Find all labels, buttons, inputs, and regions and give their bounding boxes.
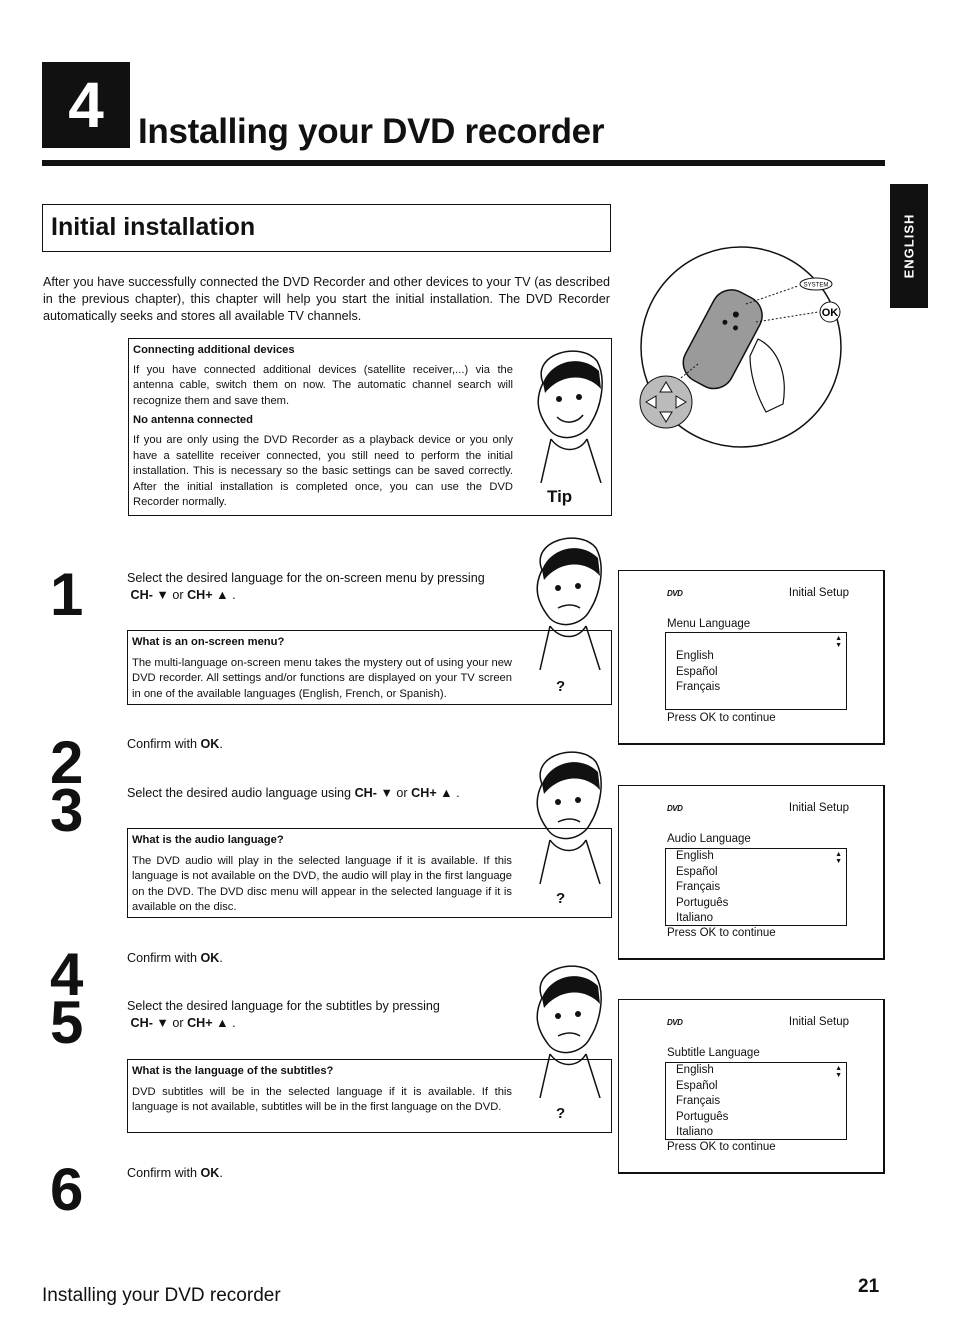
ok-key: OK <box>200 1166 220 1180</box>
tip-label: Tip <box>547 487 573 506</box>
intro-paragraph: After you have successfully connected the DVD Recorder and other devices to your TV (as described in the previous chapter), this chapter will help you start the initial installation. The DVD Recorder automatically seeks and stores all available TV channels. <box>43 275 610 323</box>
system-button-icon <box>800 278 832 290</box>
step-number-5: 5 <box>50 989 84 1056</box>
tv-screen-audio-language <box>618 785 885 960</box>
system-label: SYSTEM <box>803 282 829 289</box>
qa-text-audio-language: The DVD audio will play in the selected language if it is available. If this language is not available on the DVD, the audio will play in the first language on the DVD. The DVD disc menu will appear in the selected language if it is available on the disc. <box>132 854 512 914</box>
step-number-2: 2 <box>50 729 84 796</box>
screen-label: Menu Language <box>667 618 751 630</box>
ch-minus-key: CH- ▼ <box>130 588 169 602</box>
list-item: Español <box>676 665 718 678</box>
tip-character-icon <box>521 343 607 483</box>
screen-label: Audio Language <box>667 833 751 845</box>
step-3-text <box>127 785 460 802</box>
list-item: English <box>676 650 714 662</box>
scroll-arrows-icon: ▲ ▼ <box>835 1065 842 1079</box>
screen-footer: Press OK to continue <box>667 927 776 939</box>
step-4-text <box>127 950 223 967</box>
qa-text-subtitle-language: DVD subtitles will be in the selected language if it is available. If this language is not available, subtitles will be in the first language on the DVD. <box>132 1085 512 1114</box>
tv-screen-subtitle-language <box>618 999 885 1174</box>
step-1-instruction: Select the desired language for the on-screen menu by pressing <box>127 571 485 585</box>
period: . <box>219 1166 223 1180</box>
step-number-4: 4 <box>50 941 84 1008</box>
or-word: or <box>396 786 408 800</box>
qa-title-audio-language: What is the audio language? <box>132 834 284 846</box>
list-item: Français <box>676 681 721 693</box>
qa-box-subtitle-language <box>127 1059 612 1133</box>
chapter-number: 4 <box>42 62 130 148</box>
ok-label: OK <box>821 307 839 319</box>
list-item: English <box>676 1064 714 1076</box>
tip-text-additional-devices: If you have connected additional devices (satellite receiver,...) via the antenna cable, switch them on now. The automatic channel search will recognize them and save them. <box>133 363 513 407</box>
question-mark: ? <box>556 890 566 907</box>
list-item: Português <box>676 1110 729 1123</box>
ok-key: OK <box>200 951 220 965</box>
tip-heading-no-antenna: No antenna connected <box>133 414 253 427</box>
qa-title-on-screen-menu: What is an on-screen menu? <box>132 636 285 648</box>
screen-header: Initial Setup <box>788 1016 849 1028</box>
step-number-1: 1 <box>50 561 84 628</box>
step-number-6: 6 <box>50 1156 84 1223</box>
period: . <box>456 786 460 800</box>
period: . <box>219 951 223 965</box>
step-2-text <box>127 736 223 753</box>
page-title: Installing your DVD recorder <box>138 112 605 151</box>
step-5-instruction: Select the desired language for the subtitles by pressing <box>127 999 440 1013</box>
ch-plus-key: CH+ ▲ <box>187 588 229 602</box>
qa-box-on-screen-menu <box>127 630 612 705</box>
footer-title: Installing your DVD recorder <box>42 1285 281 1306</box>
list-item: Italiano <box>676 1126 714 1138</box>
remote-control-illustration <box>638 244 844 450</box>
language-list <box>665 1062 847 1140</box>
language-list <box>665 848 847 926</box>
dvd-logo-icon: DVD <box>667 589 683 598</box>
question-mark: ? <box>556 1105 566 1122</box>
step-3-instruction: Select the desired audio language using <box>127 786 352 800</box>
language-list <box>665 632 847 710</box>
scroll-arrows-icon: ▲ ▼ <box>835 851 842 865</box>
screen-header: Initial Setup <box>788 802 849 814</box>
ok-key: OK <box>200 737 220 751</box>
period: . <box>219 737 223 751</box>
section-title: Initial installation <box>51 213 256 241</box>
list-item: Português <box>676 896 729 909</box>
list-item: Français <box>676 1095 721 1107</box>
list-item: Español <box>676 1079 718 1092</box>
scroll-arrows-icon: ▲ ▼ <box>835 635 842 649</box>
list-item: Français <box>676 881 721 893</box>
ch-minus-key: CH- ▼ <box>130 1016 169 1030</box>
screen-footer: Press OK to continue <box>667 1141 776 1153</box>
tip-heading-additional-devices: Connecting additional devices <box>133 344 295 356</box>
list-item: English <box>676 850 714 862</box>
screen-header: Initial Setup <box>788 587 849 599</box>
period: . <box>232 1016 236 1030</box>
language-tab-label: ENGLISH <box>901 213 917 279</box>
step-2-instruction: Confirm with <box>127 737 197 751</box>
screen-footer: Press OK to continue <box>667 712 776 724</box>
step-1-text <box>127 570 512 604</box>
language-tab <box>890 184 928 308</box>
ch-plus-key: CH+ ▲ <box>411 786 453 800</box>
navigation-pad-icon <box>640 376 692 428</box>
tip-box <box>128 338 612 516</box>
period: . <box>232 588 236 602</box>
step-6-instruction: Confirm with <box>127 1166 197 1180</box>
step-4-instruction: Confirm with <box>127 951 197 965</box>
screen-label: Subtitle Language <box>667 1047 760 1059</box>
dvd-logo-icon: DVD <box>667 804 683 813</box>
step-6-text <box>127 1165 223 1182</box>
ch-minus-key: CH- ▼ <box>354 786 393 800</box>
list-item: Español <box>676 865 718 878</box>
step-5-text <box>127 998 512 1032</box>
section-heading-box <box>42 204 611 252</box>
qa-box-audio-language <box>127 828 612 918</box>
page-number: 21 <box>858 1276 880 1297</box>
ch-plus-key: CH+ ▲ <box>187 1016 229 1030</box>
ok-button-icon <box>820 302 840 322</box>
or-word: or <box>172 1016 184 1030</box>
qa-title-subtitle-language: What is the language of the subtitles? <box>132 1065 334 1077</box>
list-item: Italiano <box>676 912 714 924</box>
dvd-logo-icon: DVD <box>667 1018 683 1027</box>
qa-text-on-screen-menu: The multi-language on-screen menu takes the mystery out of using your new DVD recorder. All settings and/or functions are displayed on your TV screen in one of the available languages (English, French, or Spanish). <box>132 656 512 700</box>
or-word: or <box>172 588 184 602</box>
step-number-3: 3 <box>50 777 84 844</box>
tip-text-no-antenna: If you are only using the DVD Recorder as a playback device or you only have a satellite receiver connected, you still need to perform the initial installation. This is necessary so the basic settings can be saved correctly. After the initial installation is completed once, you can use the DVD Recorder normally. <box>133 433 513 509</box>
header-rule <box>42 160 885 166</box>
question-mark: ? <box>556 678 566 695</box>
tv-screen-menu-language <box>618 570 885 745</box>
